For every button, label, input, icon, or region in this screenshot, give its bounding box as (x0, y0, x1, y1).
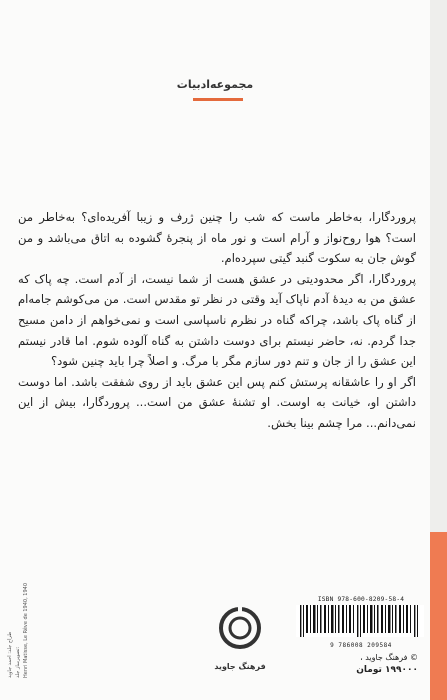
credit-artwork: Henri Matisse, Le Rêve de 1940, 1940 (23, 583, 29, 679)
series-title: مجموعه‌ادبیات (176, 78, 254, 91)
accent-strip (430, 532, 447, 700)
price-label: ۱۹۹۰۰۰ تومان (356, 665, 418, 675)
blurb-paragraph: اگر او را عاشقانه پرستش کنم پس این عشق باید از روی شفقت باشد. اما دوست داشتن او، خیانت به اوست. او تشنهٔ عشق من است... پروردگارا، بیش از این نمی‌دانم... مرا چشم بینا بخش. (18, 374, 416, 430)
blurb-paragraph: پروردگارا، به‌خاطر ماست که شب را چنین ژرف و زیبا آفریده‌ای؟ به‌خاطر من است؟ هوا روح‌نواز و آرام است و نور ماه از پنجرهٔ گشوده به اتاق می‌باشد و من گوش جان به سکوت گنبد گیتی سپرده‌ام. (18, 210, 416, 266)
isbn-label: ISBN 978-600-8209-58-4 (317, 596, 405, 603)
series-underline (193, 98, 243, 101)
publisher-logo (218, 598, 262, 658)
blurb-text (18, 207, 416, 434)
barcode-digits: 9 786008 209584 (330, 642, 392, 649)
publisher-name: فرهنگ جاوید (214, 662, 266, 671)
isbn-block (296, 596, 426, 649)
copyright-line: © فرهنگ جاوید ، (360, 653, 418, 662)
credit-designer: طراح جلد: احمد جاوید (7, 631, 13, 679)
barcode-icon (296, 605, 424, 637)
publisher-logo-icon (218, 598, 262, 658)
blurb-paragraph: پروردگارا، اگر محدودیتی در عشق هست از شما نیست، از آدم است. چه پاک که عشق من به دیدهٔ آدم ناپاک آید وقتی در نظر تو مقدس است. من می‌کوشم جامه‌ام از گناه پاک باشد، چراکه گناه در نظرم ناسپاسی است و نمی‌خواهم از دامن مسیح جدا گردم. نه، حاضر نیستم برای دوست داشتن به گناه آلوده شوم. اما قادر نیستم این عشق را از جان و تنم دور سازم مگر با مرگ. و اصلاً چرا باید چنین شود؟ (18, 271, 416, 369)
price-block (318, 652, 418, 676)
cover-credits (6, 583, 66, 678)
credit-illustrator: تصویرساز جلد: (15, 646, 21, 679)
